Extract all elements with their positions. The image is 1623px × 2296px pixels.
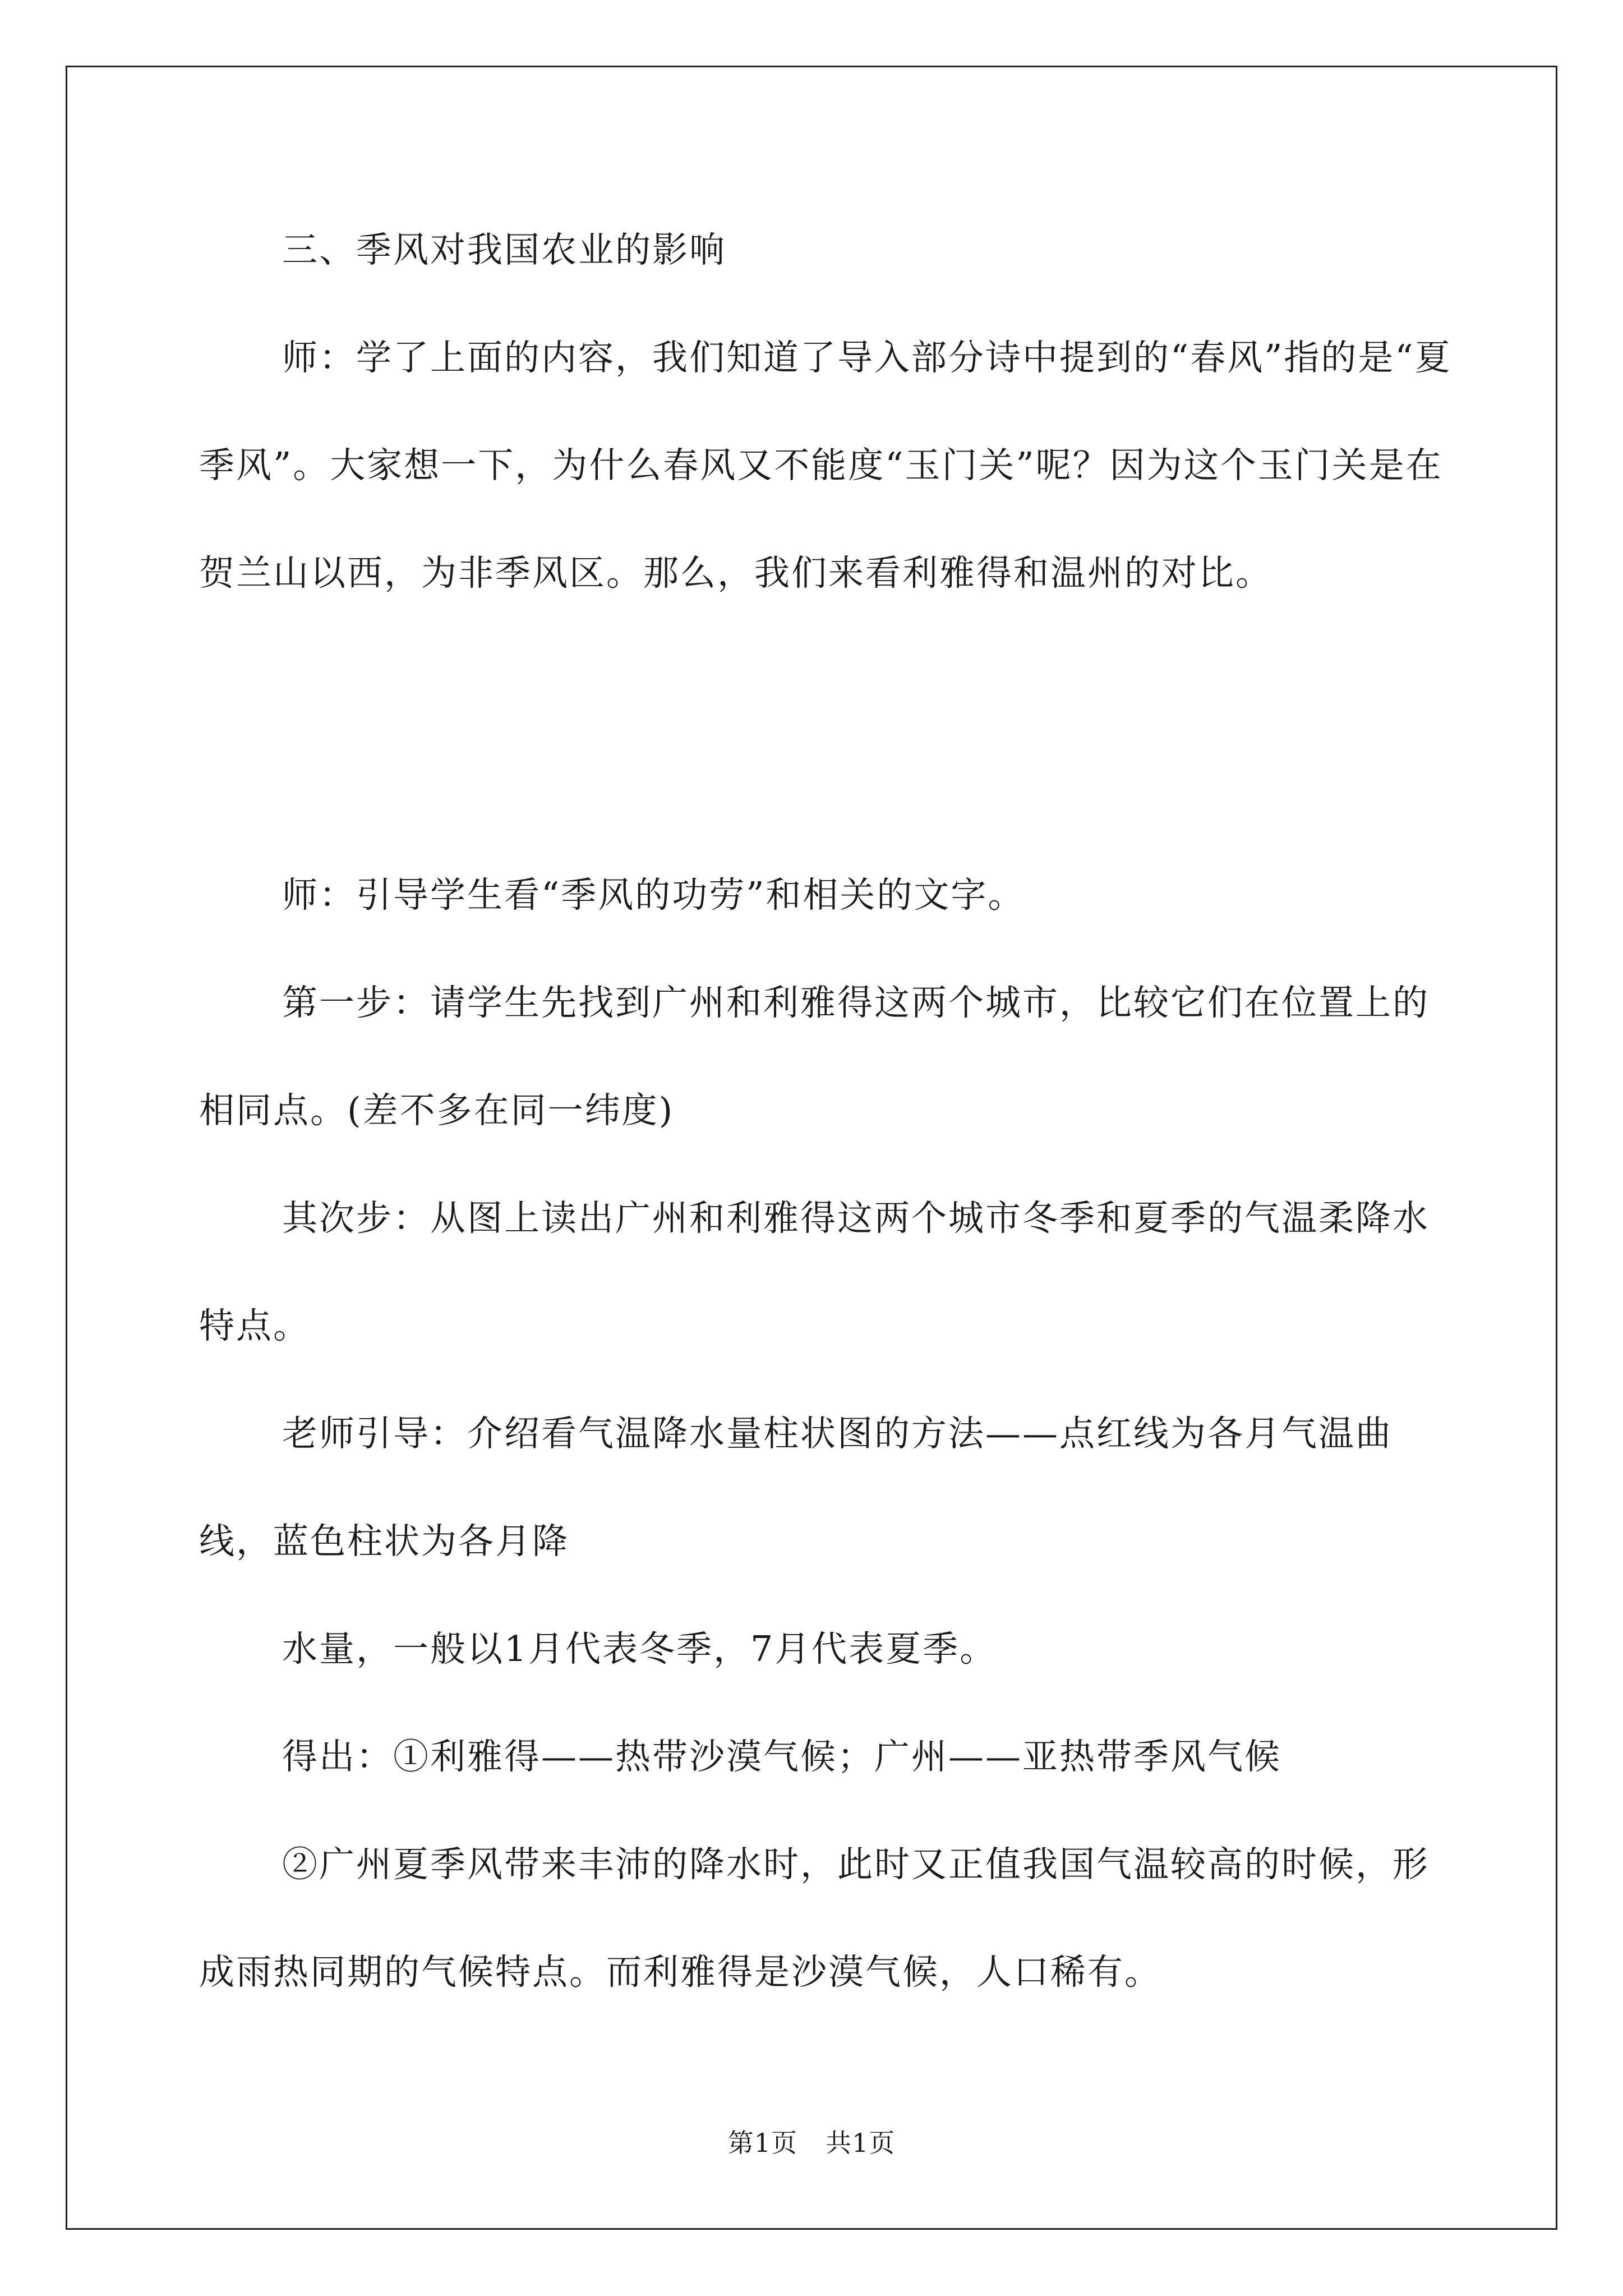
- paragraph: 其次步：从图上读出广州和利雅得这两个城市冬季和夏季的气温柔降水特点。: [199, 1198, 1430, 1346]
- page-footer: [0, 2126, 1623, 2160]
- paragraph: 师：引导学生看“季风的功劳”和相关的文字。: [282, 875, 1025, 915]
- page-total: 共1页: [826, 2128, 896, 2158]
- paragraph: 得出：①利雅得——热带沙漠气候；广州——亚热带季风气候: [282, 1736, 1281, 1777]
- paragraph: 老师引导：介绍看气温降水量柱状图的方法——点红线为各月气温曲线，蓝色柱状为各月降: [199, 1413, 1393, 1562]
- section-heading: 三、季风对我国农业的影响: [282, 229, 726, 270]
- page-number: 第1页: [727, 2128, 797, 2158]
- paragraph: 第一步：请学生先找到广州和利雅得这两个城市，比较它们在位置上的相同点。(差不多在同一纬度): [199, 982, 1430, 1131]
- paragraph: 师：学了上面的内容，我们知道了导入部分诗中提到的“春风”指的是“夏季风”。大家想一下，为什么春风又不能度“玉门关”呢？因为这个玉门关是在贺兰山以西，为非季风区。那么，我们来看利雅得和温州的对比。: [199, 337, 1452, 593]
- paragraph: 水量，一般以1月代表冬季，7月代表夏季。: [282, 1628, 997, 1669]
- paragraph: ②广州夏季风带来丰沛的降水时，此时又正值我国气温较高的时候，形成雨热同期的气候特点。而利雅得是沙漠气候，人口稀有。: [199, 1844, 1430, 1993]
